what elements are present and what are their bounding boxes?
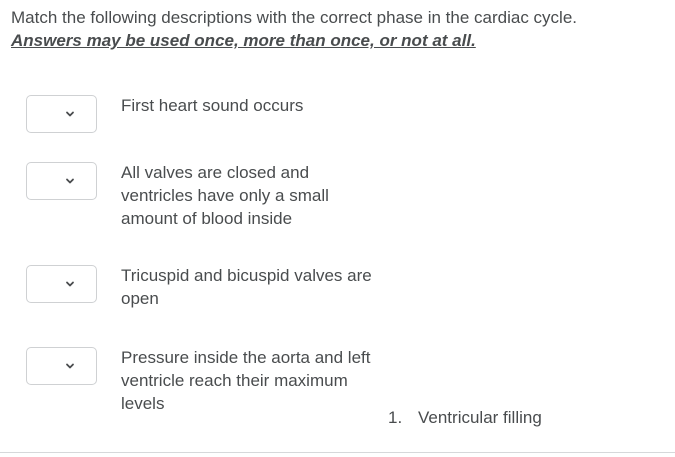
answer-number: 1. xyxy=(388,408,403,427)
match-select-3[interactable] xyxy=(26,265,97,303)
match-select-4[interactable] xyxy=(26,347,97,385)
match-description: First heart sound occurs xyxy=(121,96,304,115)
match-description: Pressure inside the aorta and left ventricle reach their maximum levels xyxy=(121,348,371,413)
answer-label: Ventricular filling xyxy=(418,408,542,427)
chevron-down-icon xyxy=(65,279,75,289)
chevron-down-icon xyxy=(65,109,75,119)
chevron-down-icon xyxy=(65,176,75,186)
match-description: Tricuspid and bicuspid valves are open xyxy=(121,266,372,308)
question-instructions xyxy=(11,6,651,52)
chevron-down-icon xyxy=(65,361,75,371)
answer-choice xyxy=(388,406,542,429)
match-select-1[interactable] xyxy=(26,95,97,133)
match-select-2[interactable] xyxy=(26,162,97,200)
instructions-text: Match the following descriptions with the correct phase in the cardiac cycle. xyxy=(11,8,577,27)
instructions-emphasis: Answers may be used once, more than once, or not at all. xyxy=(11,31,476,50)
divider xyxy=(0,452,675,453)
match-description: All valves are closed and ventricles have only a small amount of blood inside xyxy=(121,163,329,228)
